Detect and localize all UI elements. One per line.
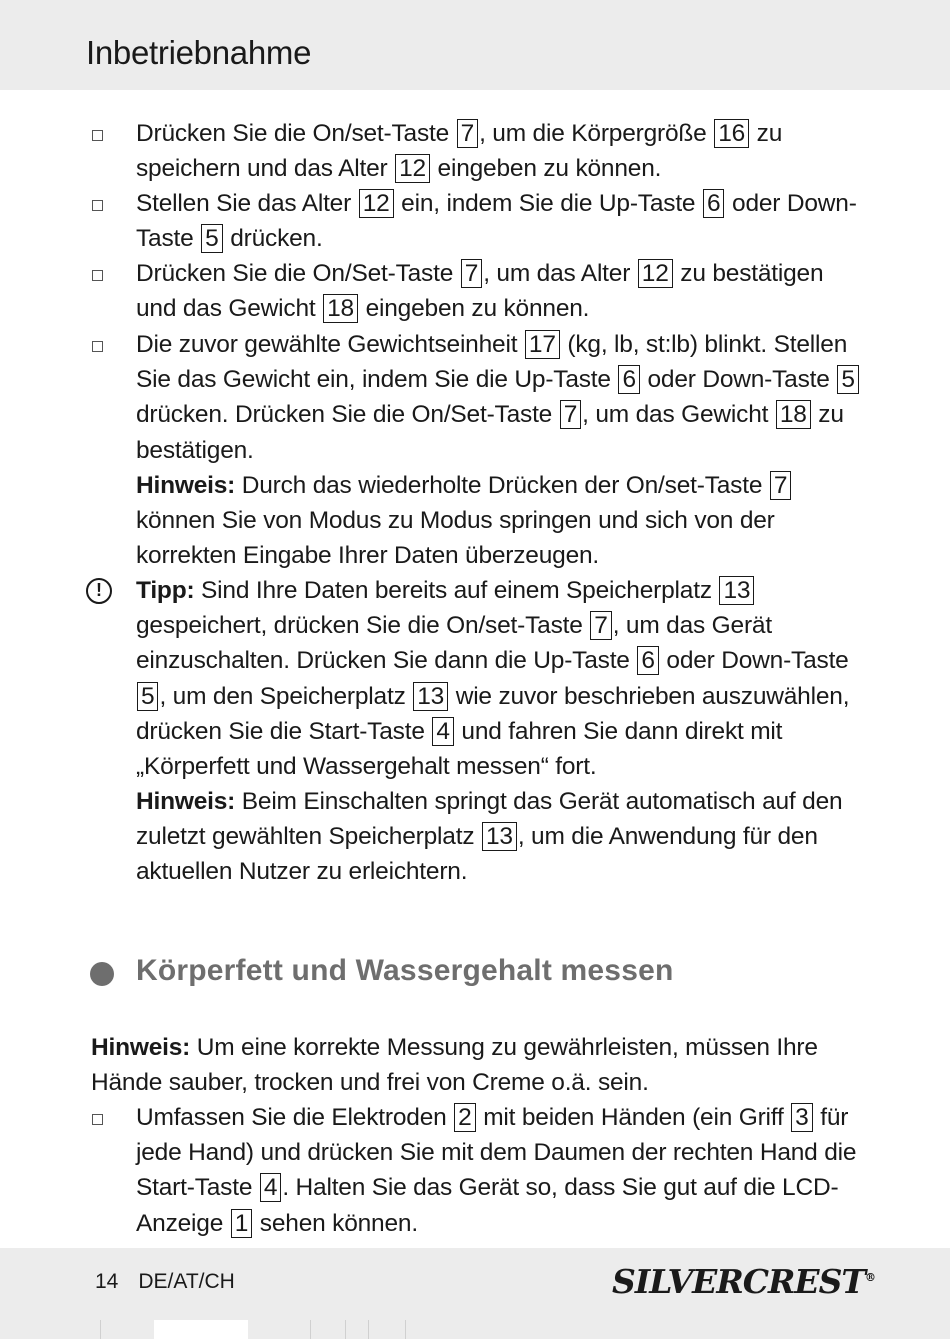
- crop-tick: [345, 1320, 346, 1339]
- label-bold: Hinweis:: [91, 1034, 191, 1061]
- registered-mark: ®: [864, 1271, 876, 1284]
- reference-number: 7: [457, 119, 478, 148]
- exclamation-circle-icon: !: [86, 578, 112, 604]
- paragraph-text: drücken. Drücken Sie die On/Set-Taste: [136, 401, 559, 429]
- reference-number: 7: [560, 400, 581, 429]
- crop-tick: [310, 1320, 311, 1339]
- instruction-paragraph: [136, 186, 866, 256]
- note-paragraph: [136, 468, 866, 574]
- reference-number: 5: [137, 682, 158, 711]
- page-number: 14: [95, 1270, 119, 1293]
- page-header: [0, 0, 950, 90]
- paragraph-text: , um den Speicherplatz: [159, 682, 413, 710]
- reference-number: 18: [323, 294, 358, 323]
- paragraph-text: , um das Gerät einzuschalten. Drücken Sie dann die Up-Taste: [136, 612, 772, 675]
- checkbox-bullet-icon: [92, 270, 103, 281]
- paragraph-text: sehen können.: [253, 1209, 418, 1237]
- paragraph-text: eingeben zu können.: [430, 155, 662, 183]
- reference-number: 1: [231, 1209, 252, 1238]
- paragraph-text: oder Down-Taste: [659, 647, 849, 675]
- reference-number: 12: [359, 189, 394, 218]
- reference-number: 5: [201, 224, 222, 253]
- country-codes: DE/AT/CH: [138, 1270, 235, 1293]
- paragraph-text: Die zuvor gewählte Gewichtseinheit: [136, 331, 524, 358]
- footer-strip: [154, 1320, 248, 1339]
- brand-name: SILVERCREST: [612, 1262, 865, 1301]
- reference-number: 17: [525, 330, 560, 359]
- paragraph-text: für jede Hand) und drücken Sie mit dem Daumen der rechten Hand die Start-Taste: [136, 1104, 857, 1202]
- instruction-paragraph: [136, 327, 866, 468]
- reference-number: 6: [618, 365, 639, 394]
- label-bold: Hinweis:: [136, 788, 236, 815]
- paragraph-text: Sind Ihre Daten bereits auf einem Speicherplatz: [194, 577, 719, 604]
- reference-number: 6: [703, 189, 724, 218]
- paragraph-text: zu bestätigen und das Gewicht: [136, 260, 824, 323]
- note-paragraph: [91, 1030, 866, 1100]
- tip-paragraph: [136, 573, 866, 784]
- reference-number: 7: [461, 259, 482, 288]
- note-paragraph: [136, 784, 866, 890]
- reference-number: 4: [432, 717, 453, 746]
- checkbox-bullet-icon: [92, 1114, 103, 1125]
- paragraph-text: (kg, lb, st:lb) blinkt. Stellen Sie das Gewicht ein, indem Sie die Up-Taste: [136, 331, 848, 394]
- paragraph-text: zu bestätigen.: [136, 401, 844, 464]
- footer-info: [95, 1270, 235, 1294]
- paragraph-text: , um die Anwendung für den aktuellen Nutzer zu erleichtern.: [136, 823, 818, 886]
- paragraph-text: mit beiden Händen (ein Griff: [476, 1104, 791, 1131]
- reference-number: 3: [791, 1103, 812, 1132]
- reference-number: 6: [637, 646, 658, 675]
- paragraph-text: oder Down-Taste: [136, 190, 857, 253]
- paragraph-text: Um eine korrekte Messung zu gewährleisten, müssen Ihre Hände sauber, trocken und frei von Creme o.ä. sein.: [91, 1034, 818, 1097]
- reference-number: 2: [454, 1103, 475, 1132]
- paragraph-text: Beim Einschalten springt das Gerät automatisch auf den zuletzt gewählten Speicherplatz: [136, 788, 843, 851]
- reference-number: 4: [260, 1173, 281, 1202]
- paragraph-text: , um das Alter: [483, 260, 637, 287]
- reference-number: 13: [482, 822, 517, 851]
- reference-number: 12: [638, 259, 673, 288]
- paragraph-text: können Sie von Modus zu Modus springen und sich von der korrekten Eingabe Ihrer Daten überzeugen.: [136, 507, 775, 570]
- instruction-paragraph: [136, 1100, 866, 1241]
- brand-logo: [612, 1262, 876, 1301]
- paragraph-text: Durch das wiederholte Drücken der On/set-Taste: [235, 472, 769, 499]
- reference-number: 12: [395, 154, 430, 183]
- section-heading: Körperfett und Wassergehalt messen: [136, 954, 674, 987]
- reference-number: 16: [714, 119, 749, 148]
- paragraph-text: oder Down-Taste: [640, 366, 837, 394]
- reference-number: 18: [776, 400, 811, 429]
- checkbox-bullet-icon: [92, 200, 103, 211]
- paragraph-text: , um die Körpergröße: [479, 120, 714, 147]
- reference-number: 7: [770, 471, 791, 500]
- reference-number: 13: [413, 682, 448, 711]
- paragraph-text: gespeichert, drücken Sie die On/set-Taste: [136, 612, 590, 640]
- paragraph-text: wie zuvor beschrieben auszuwählen, drücken Sie die Start-Taste: [136, 682, 850, 745]
- reference-number: 5: [837, 365, 858, 394]
- paragraph-text: Drücken Sie die On/Set-Taste: [136, 260, 460, 287]
- reference-number: 7: [590, 611, 611, 640]
- paragraph-text: Drücken Sie die On/set-Taste: [136, 120, 456, 147]
- paragraph-text: und fahren Sie dann direkt mit „Körperfett und Wassergehalt messen“ fort.: [136, 717, 783, 781]
- instruction-paragraph: [136, 116, 866, 186]
- crop-tick: [100, 1320, 101, 1339]
- paragraph-text: ein, indem Sie die Up-Taste: [394, 190, 702, 217]
- paragraph-text: , um das Gewicht: [582, 401, 775, 429]
- paragraph-text: . Halten Sie das Gerät so, dass Sie gut auf die LCD-Anzeige: [136, 1174, 839, 1237]
- crop-tick: [405, 1320, 406, 1339]
- label-bold: Tipp:: [136, 577, 195, 604]
- crop-tick: [368, 1320, 369, 1339]
- paragraph-text: Stellen Sie das Alter: [136, 190, 358, 217]
- page-title: Inbetriebnahme: [86, 34, 312, 71]
- label-bold: Hinweis:: [136, 472, 236, 499]
- page-footer: [0, 1248, 950, 1339]
- instruction-paragraph: [136, 256, 866, 326]
- checkbox-bullet-icon: [92, 341, 103, 352]
- paragraph-text: zu speichern und das Alter: [136, 120, 783, 183]
- reference-number: 13: [719, 576, 754, 605]
- paragraph-text: Umfassen Sie die Elektroden: [136, 1104, 454, 1131]
- filled-circle-icon: [90, 962, 114, 986]
- paragraph-text: drücken.: [223, 225, 323, 253]
- paragraph-text: eingeben zu können.: [358, 295, 590, 323]
- checkbox-bullet-icon: [92, 130, 103, 141]
